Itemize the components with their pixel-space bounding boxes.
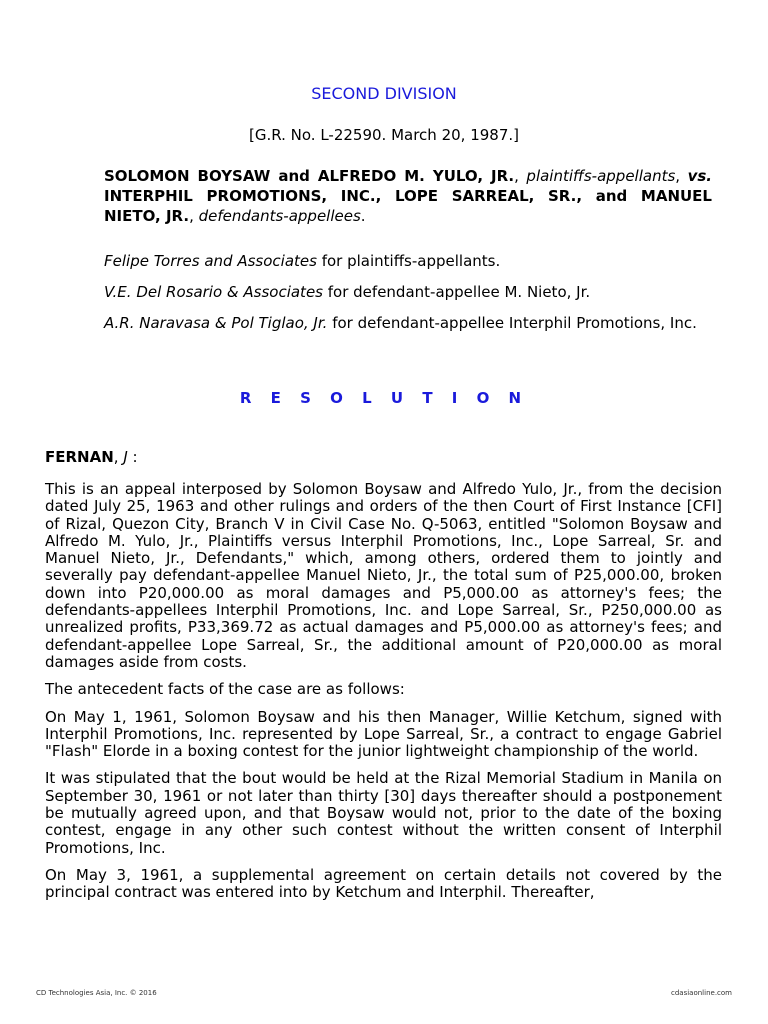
footer-copyright: CD Technologies Asia, Inc. © 2016 — [36, 989, 157, 997]
counsel-role: for plaintiffs-appellants. — [316, 252, 501, 270]
counsel-role: for defendant-appellee Interphil Promotions, Inc. — [327, 314, 697, 332]
paragraph: The antecedent facts of the case are as follows: — [45, 680, 405, 699]
plaintiffs-role: plaintiffs-appellants — [526, 167, 676, 185]
defendants-names: INTERPHIL PROMOTIONS, INC., LOPE SARREAL, SR., and MANUEL NIETO, JR. — [104, 187, 712, 225]
gr-number: [G.R. No. L-22590. March 20, 1987.] — [248, 126, 519, 144]
paragraph: It was stipulated that the bout would be held at the Rizal Memorial Stadium in Manila on September 30, 1961 or not later than thirty [30] days thereafter should a postponement be mutually agreed upon, and that Boysaw would not, prior to the date of the boxing contest, engage in any other such contest without the written consent of Interphil Promotions, Inc. — [45, 769, 722, 857]
counsel-nieto — [104, 283, 712, 302]
resolution-heading: R E S O L U T I O N — [239, 389, 529, 407]
footer-site: cdasiaonline.com — [671, 989, 732, 997]
case-parties: SOLOMON BOYSAW and ALFREDO M. YULO, JR., plaintiffs-appellants, vs. INTERPHIL PROMOTIONS, INC., LOPE SARREAL, SR., and MANUEL NIETO, JR., defendants-appellees. — [104, 167, 712, 225]
counsel-name: Felipe Torres and Associates — [104, 252, 317, 270]
counsel-name: V.E. Del Rosario & Associates — [104, 283, 323, 301]
ponente: FERNAN, J : — [45, 448, 138, 466]
ponente-colon: : — [127, 448, 138, 466]
paragraph: On May 3, 1961, a supplemental agreement on certain details not covered by the principal contract was entered into by Ketchum and Interphil. Thereafter, — [45, 865, 722, 902]
plaintiffs-names: SOLOMON BOYSAW and ALFREDO M. YULO, JR. — [104, 167, 515, 185]
ponente-suffix: J — [123, 448, 128, 466]
decision-body — [45, 481, 722, 912]
paragraph: This is an appeal interposed by Solomon Boysaw and Alfredo Yulo, Jr., from the decision dated July 25, 1963 and other rulings and orders of the then Court of First Instance [CFI] of Rizal, Quezon City, Branch V in Civil Case No. Q-5063, entitled "Solomon Boysaw and Alfredo M. Yulo, Jr., Plaintiffs versus Interphil Promotions, Inc., Lope Sarreal, Sr. and Manuel Nieto, Jr., Defendants," which, among others, ordered them to jointly and severally pay defendant-appellee Manuel Nieto, Jr., the total sum of P25,000.00, broken down into P20,000.00 as moral damages and P5,000.00 as attorney's fees; the defendants-appellees Interphil Promotions, Inc. and Lope Sarreal, Sr., P250,000.00 as unrealized profits, P33,369.72 as actual damages and P5,000.00 as attorney's fees; and defendant-appellee Lope Sarreal, Sr., the additional amount of P20,000.00 as moral damages aside from costs. — [45, 480, 722, 671]
division-heading: SECOND DIVISION — [311, 84, 457, 103]
counsel-name: A.R. Naravasa & Pol Tiglao, Jr. — [104, 314, 328, 332]
counsel-role: for defendant-appellee M. Nieto, Jr. — [323, 283, 591, 301]
defendants-role: defendants-appellees — [198, 207, 361, 225]
paragraph: On May 1, 1961, Solomon Boysaw and his then Manager, Willie Ketchum, signed with Interphil Promotions, Inc. represented by Lope Sarreal, Sr., a contract to engage Gabriel "Flash" Elorde in a boxing contest for the junior lightweight championship of the world. — [45, 707, 722, 761]
counsel-plaintiffs — [104, 252, 712, 271]
counsel-interphil — [56, 314, 712, 333]
versus: vs. — [687, 167, 712, 185]
ponente-name: FERNAN — [45, 448, 114, 466]
